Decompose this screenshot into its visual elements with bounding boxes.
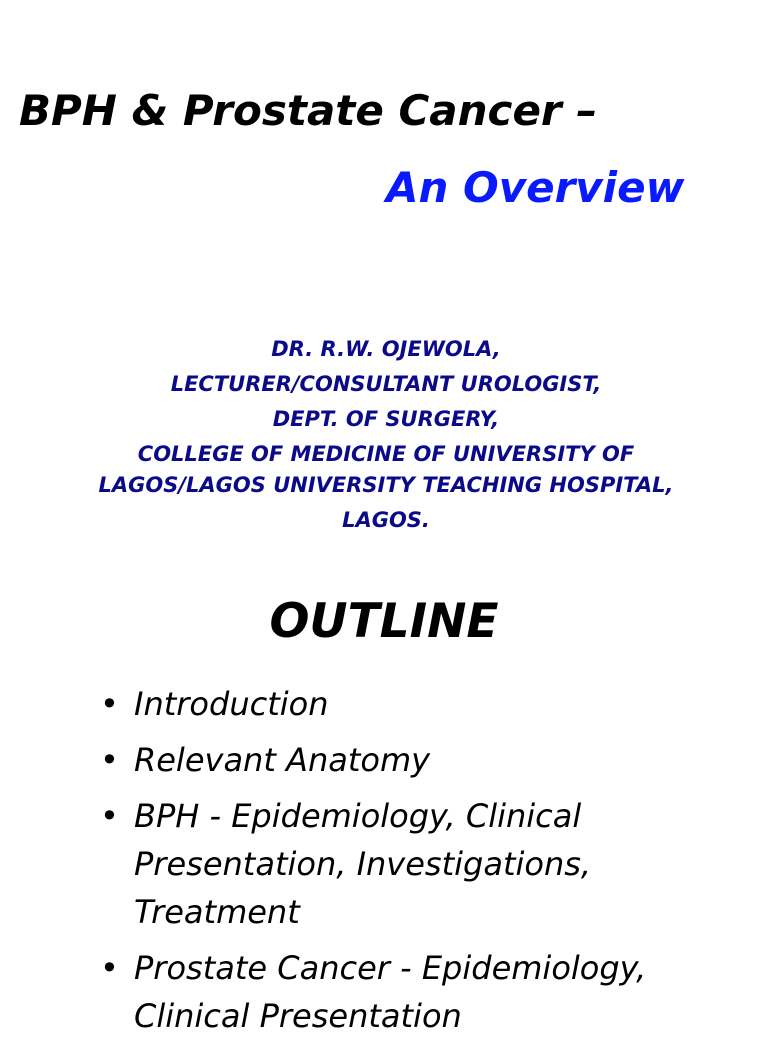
slide-subtitle: An Overview xyxy=(386,163,685,212)
outline-list xyxy=(100,680,740,1048)
outline-item-text: BPH - Epidemiology, Clinical Presentation, Investigations, Treatment xyxy=(134,797,592,931)
bullet-icon: • xyxy=(100,797,119,835)
outline-item-text: Prostate Cancer - Epidemiology, Clinical Presentation xyxy=(134,949,647,1035)
slide-title: BPH & Prostate Cancer – xyxy=(19,86,598,135)
bullet-icon: • xyxy=(100,741,119,779)
author-block xyxy=(60,334,712,540)
author-name: DR. R.W. OJEWOLA, xyxy=(271,337,501,361)
bullet-icon: • xyxy=(100,949,119,987)
author-city: LAGOS. xyxy=(342,508,430,532)
outline-item-text: Introduction xyxy=(134,685,329,723)
outline-item-bph xyxy=(100,792,740,936)
outline-item-anatomy xyxy=(100,736,740,784)
author-department: DEPT. OF SURGERY, xyxy=(272,407,500,431)
outline-item-prostate-cancer xyxy=(100,944,740,1040)
author-position: LECTURER/CONSULTANT UROLOGIST, xyxy=(170,372,602,396)
author-institution: COLLEGE OF MEDICINE OF UNIVERSITY OF LAGOS/LAGOS UNIVERSITY TEACHING HOSPITAL, xyxy=(98,442,674,497)
outline-item-introduction xyxy=(100,680,740,728)
outline-item-text: Relevant Anatomy xyxy=(134,741,431,779)
outline-heading: OUTLINE xyxy=(269,594,499,649)
bullet-icon: • xyxy=(100,685,119,723)
